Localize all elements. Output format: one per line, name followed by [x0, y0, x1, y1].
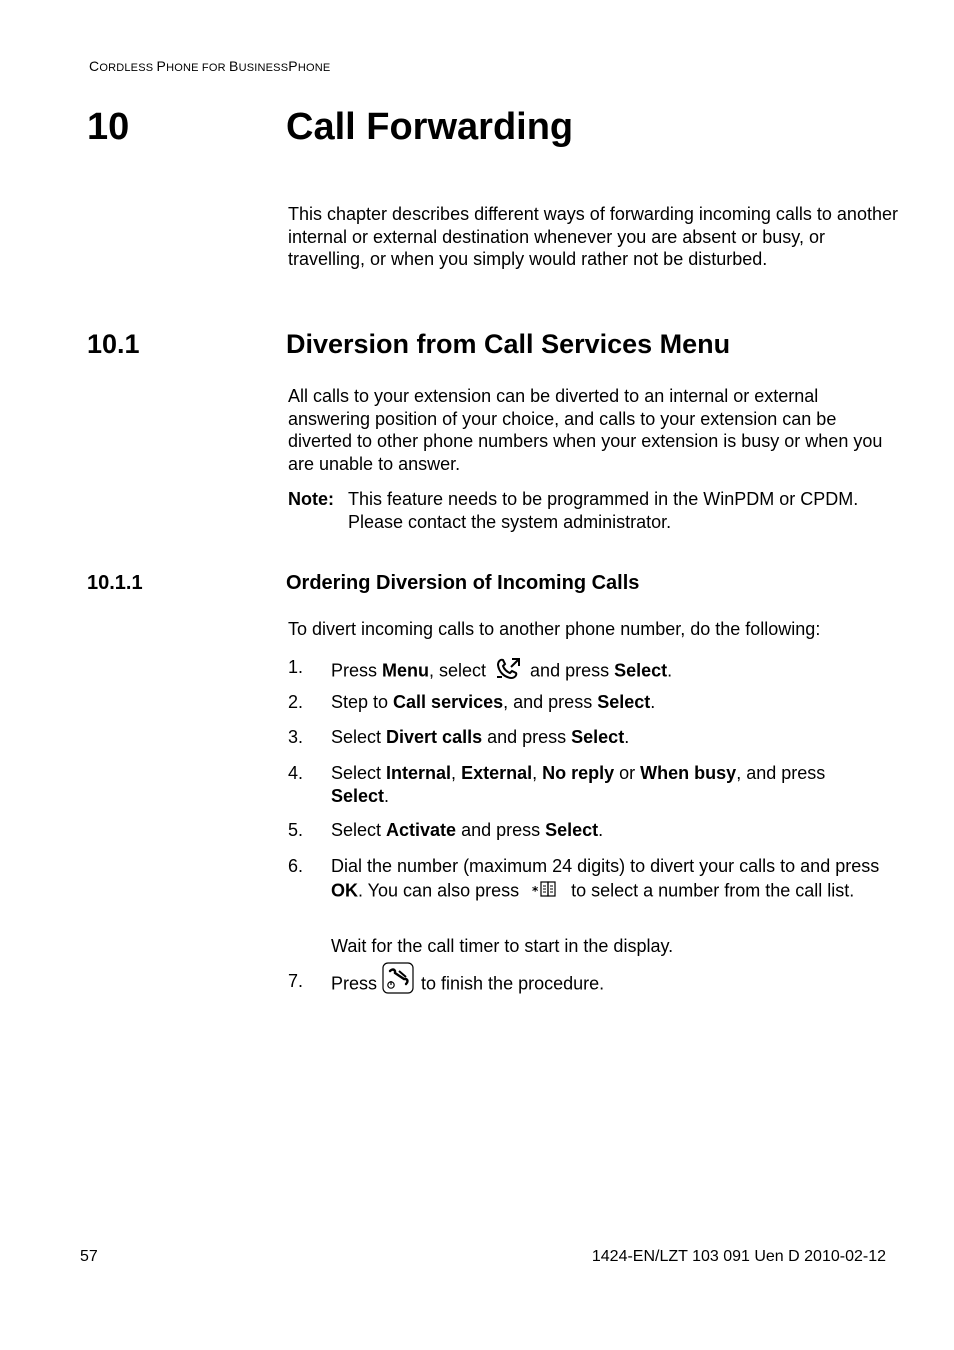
phonebook-key-icon — [528, 878, 562, 906]
step-number: 6. — [288, 856, 304, 876]
step-number: 2. — [288, 692, 304, 712]
step-4 — [288, 762, 898, 807]
step-2 — [288, 691, 898, 714]
page-number: 57 — [80, 1248, 98, 1265]
note-text: This feature needs to be programmed in the WinPDM or CPDM. Please contact the system administrator. — [348, 489, 859, 532]
step-text: Select Divert calls and press Select. — [331, 727, 630, 747]
step-number: 1. — [288, 657, 304, 677]
svg-text:*: * — [532, 883, 539, 898]
section-number: 10.1 — [87, 329, 140, 359]
chapter-title: Call Forwarding — [286, 106, 574, 148]
step-text: Select Activate and press Select. — [331, 820, 604, 840]
step-1 — [288, 656, 898, 688]
document-id: 1424-EN/LZT 103 091 Uen D 2010-02-12 — [591, 1248, 886, 1265]
step-number: 5. — [288, 820, 304, 840]
subsection-lead: To divert incoming calls to another phone number, do the following: — [288, 619, 821, 639]
wait-text: Wait for the call timer to start in the display. — [331, 936, 674, 956]
step-text: Press to finish the procedure. — [331, 970, 898, 1000]
step-text: Dial the number (maximum 24 digits) to divert your calls to and press OK. You can also press * to select a number from the call list. — [331, 855, 898, 905]
step-5 — [288, 819, 898, 842]
wait-note — [288, 935, 898, 958]
subsection-number: 10.1.1 — [87, 572, 143, 594]
step-6 — [288, 855, 898, 905]
step-7 — [288, 970, 898, 1000]
running-header: CORDLESS PHONE FOR BUSINESSPHONE — [89, 58, 331, 74]
end-call-key-icon — [382, 962, 414, 1000]
intro-paragraph: This chapter describes different ways of forwarding incoming calls to another internal or external destination whenever you are absent or busy, or travelling, or when you simply would rather not be disturbed. — [288, 204, 898, 270]
call-services-icon — [495, 656, 523, 688]
note-label: Note: — [288, 489, 334, 509]
step-3 — [288, 726, 898, 749]
step-number: 4. — [288, 763, 304, 783]
section-title: Diversion from Call Services Menu — [286, 329, 731, 359]
note — [288, 488, 898, 533]
chapter-number: 10 — [87, 106, 130, 148]
step-text: Press Menu, select and press Select. — [331, 656, 898, 688]
section-paragraph: All calls to your extension can be diverted to an internal or external answering position of your choice, and calls to your extension can be diverted to other phone numbers when your extension is busy or when you are unable to answer. — [288, 386, 883, 475]
step-text: Select Internal, External, No reply or When busy, and press Select. — [331, 763, 826, 806]
step-number: 3. — [288, 727, 304, 747]
step-text: Step to Call services, and press Select. — [331, 692, 656, 712]
subsection-title: Ordering Diversion of Incoming Calls — [286, 572, 640, 594]
step-number: 7. — [288, 971, 304, 991]
